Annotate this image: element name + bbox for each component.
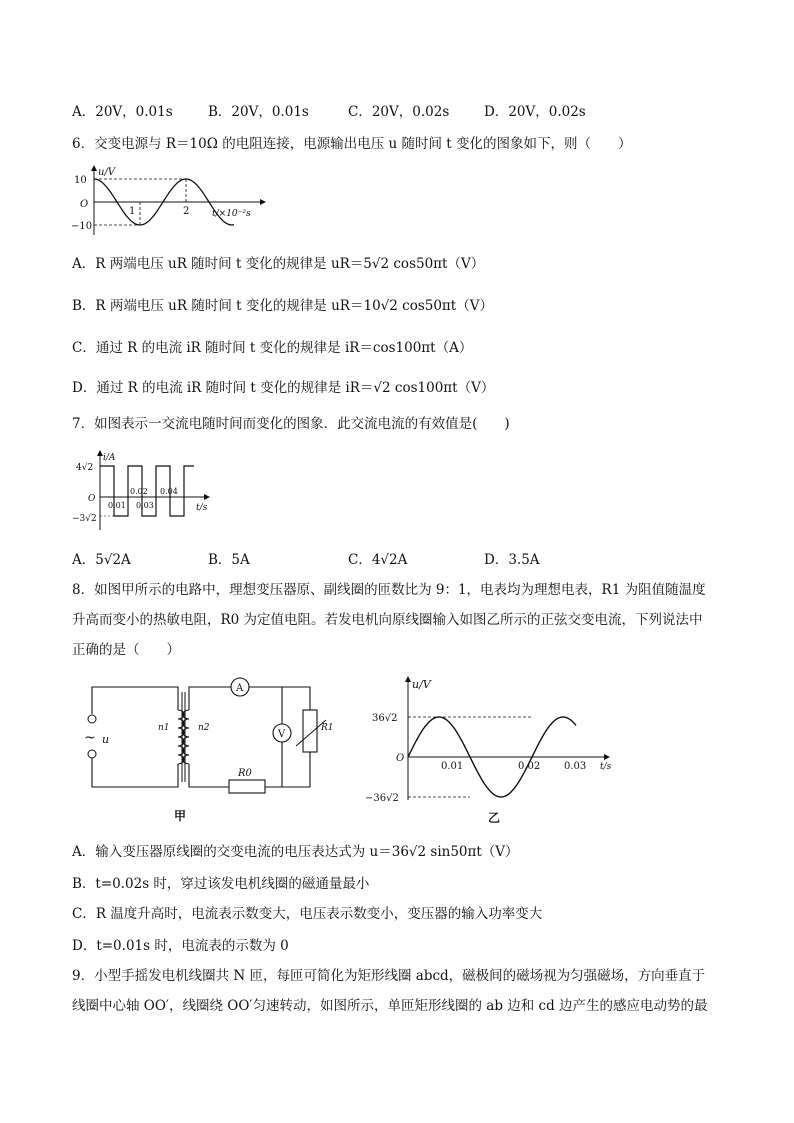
q8-x-tick-002: 0.02 <box>518 761 541 772</box>
q7-x-tick-002: 0.02 <box>130 487 148 496</box>
q6-y-tick-low: −10 <box>71 221 93 232</box>
q7-y-tick-high: 4√2 <box>76 463 94 473</box>
q6-stem: 6．交变电源与 R＝10Ω 的电阻连接，电源输出电压 u 随时间 t 变化的图象如下，则（ ） <box>72 136 632 152</box>
q8-n2-label: n2 <box>198 723 210 733</box>
q9-line-2: 线圈中心轴 OO′，线圈绕 OO′匀速转动，如图所示，单匝矩形线圈的 ab 边和 cd 边产生的感应电动势的最 <box>72 998 708 1014</box>
q7-x-axis-label: t/s <box>196 503 208 513</box>
q7-option-c: C．4√2A <box>348 552 408 568</box>
q8-option-a: A．输入变压器原线圈的交变电流的电压表达式为 u＝36√2 sin50πt（V） <box>72 844 519 860</box>
q6-option-a: A．R 两端电压 uR 随时间 t 变化的规律是 uR＝5√2 cos50πt（V） <box>72 256 485 272</box>
q5-option-b: B．20V，0.01s <box>208 104 309 120</box>
q8-ammeter-label: A <box>236 683 244 694</box>
q6-origin: O <box>80 199 89 210</box>
q8-stem-line-2: 升高而变小的热敏电阻，R0 为定值电阻。若发电机向原线圈输入如图乙所示的正弦交变电流，下列说法中 <box>72 612 703 628</box>
q5-option-c: C．20V，0.02s <box>348 104 450 120</box>
q7-origin: O <box>88 494 96 504</box>
q8-stem-line-1: 8．如图甲所示的电路中，理想变压器原、副线圈的匝数比为 9：1，电表均为理想电表，R1 为阻值随温度 <box>72 582 706 598</box>
q8-x-tick-001: 0.01 <box>441 761 464 772</box>
q7-y-tick-low: −3√2 <box>72 514 97 524</box>
q8-graph-caption: 乙 <box>488 811 501 825</box>
q7-y-axis-label: i/A <box>103 453 116 463</box>
q6-option-d: D．通过 R 的电流 iR 随时间 t 变化的规律是 iR＝√2 cos100πt（V） <box>72 380 495 396</box>
q7-stem: 7．如图表示一交流电随时间而变化的图象．此交流电流的有效值是( ) <box>72 416 510 432</box>
q7-options <box>72 550 732 570</box>
q8-option-b: B．t=0.02s 时，穿过该发电机线圈的磁通量最小 <box>72 876 370 892</box>
q7-x-tick-003: 0.03 <box>136 501 154 510</box>
q8-y-tick-high: 36√2 <box>372 713 398 724</box>
q6-x-tick-2: 2 <box>183 206 190 217</box>
q8-r1-label: R1 <box>321 723 334 733</box>
q6-y-axis-label: u/V <box>98 167 116 178</box>
q5-option-a: A．20V，0.01s <box>72 104 173 120</box>
q6-voltage-graph <box>70 163 270 241</box>
q8-circuit-caption: 甲 <box>174 809 187 823</box>
q8-r0-label: R0 <box>238 768 252 779</box>
q8-x-tick-003: 0.03 <box>564 761 587 772</box>
q8-option-d: D．t=0.01s 时，电流表的示数为 0 <box>72 938 289 954</box>
q8-y-axis-label: u/V <box>412 678 431 691</box>
q8-source-label: u <box>102 733 110 746</box>
q6-y-tick-high: 10 <box>74 175 87 186</box>
q5-options <box>72 102 732 122</box>
q8-source-tilde: ~ <box>84 730 96 746</box>
q7-option-b: B．5A <box>208 552 250 568</box>
q7-current-graph <box>70 448 220 536</box>
q6-x-tick-1: 1 <box>129 206 136 217</box>
q8-origin: O <box>396 753 405 764</box>
q5-option-d: D．20V，0.02s <box>484 104 586 120</box>
q8-y-tick-low: −36√2 <box>365 793 399 804</box>
q6-x-axis-label: t/×10⁻²s <box>212 209 251 219</box>
q7-x-tick-001: 0.01 <box>108 501 126 510</box>
q8-stem-line-3: 正确的是（ ） <box>72 642 180 658</box>
q7-option-d: D．3.5A <box>484 552 540 568</box>
q7-x-tick-004: 0.04 <box>160 487 178 496</box>
q8-circuit-diagram <box>70 672 360 830</box>
q8-voltmeter-label: V <box>278 729 286 740</box>
q8-option-c: C．R 温度升高时，电流表示数变大，电压表示数变小，变压器的输入功率变大 <box>72 906 543 922</box>
q6-option-b: B．R 两端电压 uR 随时间 t 变化的规律是 uR＝10√2 cos50πt（V） <box>72 298 493 314</box>
q8-voltage-graph <box>364 672 624 830</box>
q8-x-axis-label: t/s <box>600 762 612 772</box>
q7-option-a: A．5√2A <box>72 552 131 568</box>
q8-n1-label: n1 <box>158 723 170 733</box>
q6-option-c: C．通过 R 的电流 iR 随时间 t 变化的规律是 iR＝cos100πt（A） <box>72 340 473 356</box>
q9-line-1: 9．小型手摇发电机线圈共 N 匝，每匝可简化为矩形线圈 abcd，磁极间的磁场视为匀强磁场，方向垂直于 <box>72 968 706 984</box>
